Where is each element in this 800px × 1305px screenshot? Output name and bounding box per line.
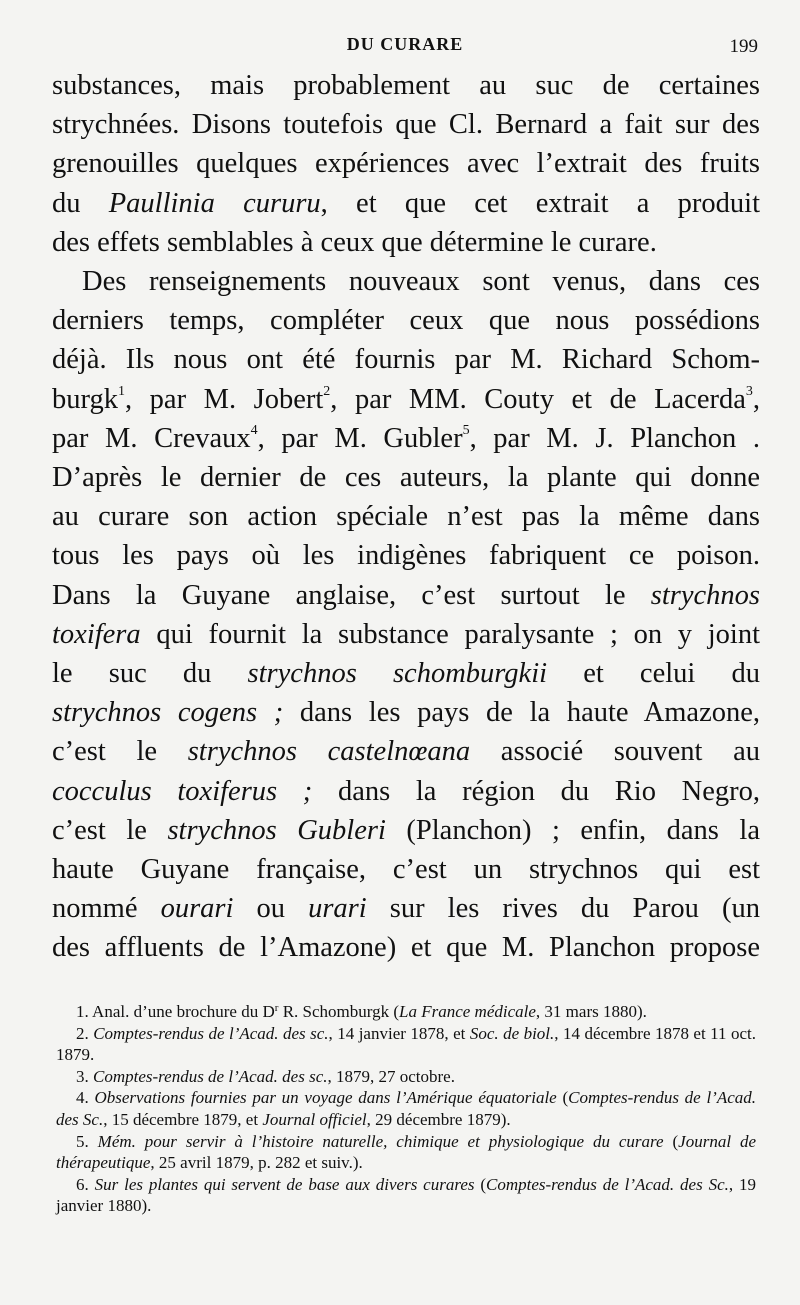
species-name: toxifera (52, 618, 141, 650)
running-title: DU CURARE (346, 34, 464, 54)
term: urari (308, 893, 367, 925)
species-name: Paullinia cururu (108, 187, 321, 219)
body-text (52, 66, 760, 968)
text-line: des affluents de l’Amazone) et que M. Planchon propose (52, 932, 760, 964)
footnote: 5. Mém. pour servir à l’histoire naturelle, chimique et physiologique du curare (Journal de thérapeutique, 25 avril 1879, p. 282 et suiv.). (56, 1131, 756, 1173)
text-line: strychnées. Disons toutefois que Cl. Bernard a fait sur des (52, 109, 760, 141)
text-line: derniers temps, compléter ceux que nous possédions (52, 305, 760, 337)
text-line: D’après le dernier de ces auteurs, la plante qui donne (52, 462, 760, 494)
footnote-ref: 4 (250, 422, 258, 438)
text-line: Dans la Guyane anglaise, c’est surtout le strychnos (52, 579, 760, 611)
text-line: grenouilles quelques expériences avec l’extrait des fruits (52, 148, 760, 180)
text-line: des effets semblables à ceux que détermine le curare. (52, 226, 657, 258)
text-line: le suc du strychnos schomburgkii et celui du (52, 658, 760, 690)
footnote: 4. Observations fournies par un voyage dans l’Amérique équatoriale (Comptes-rendus de l’Acad. des Sc., 15 décembre 1879, et Journal officiel, 29 décembre 1879). (56, 1088, 757, 1129)
page-number: 199 (729, 36, 758, 57)
footnote: 3. Comptes-rendus de l’Acad. des sc., 1879, 27 octobre. (76, 1066, 455, 1086)
footnotes (56, 1001, 756, 1217)
footnote-ref: 5 (462, 422, 470, 438)
species-name: strychnos castelnœana (187, 736, 471, 768)
text-line: déjà. Ils nous ont été fournis par M. Richard Schom- (52, 344, 760, 376)
footnote-ref: 1 (117, 383, 125, 399)
text-line: du Paullinia cururu, et que cet extrait a produit (52, 187, 760, 219)
footnote-ref: 2 (323, 383, 331, 399)
text-line: c’est le strychnos Gubleri (Planchon) ; enfin, dans la (52, 814, 760, 846)
text-line: nommé ourari ou urari sur les rives du Parou (un (52, 893, 760, 925)
term: ourari (160, 893, 234, 925)
species-name: strychnos (650, 579, 760, 611)
species-name: cocculus toxiferus ; (52, 775, 313, 807)
footnote-ref: 3 (745, 383, 753, 399)
text-line: toxifera qui fournit la substance paralysante ; on y joint (52, 618, 760, 650)
species-name: strychnos schomburgkii (247, 658, 548, 690)
footnote: 1. Anal. d’une brochure du $D^r$ R. Schomburgk (La France médicale, 31 mars 1880). (76, 1002, 647, 1021)
text-line: haute Guyane française, c’est un strychnos qui est (52, 854, 760, 886)
text-line: Des renseignements nouveaux sont venus, dans ces (82, 266, 760, 298)
species-name: strychnos cogens ; (52, 697, 284, 729)
page-header (52, 34, 758, 64)
text-line: cocculus toxiferus ; dans la région du Rio Negro, (52, 775, 760, 807)
text-line: substances, mais probablement au suc de certaines (52, 70, 760, 101)
species-name: strychnos Gubleri (167, 814, 386, 846)
text-line: au curare son action spéciale n’est pas la même dans (52, 501, 760, 533)
text-line: tous les pays où les indigènes fabriquent ce poison. (52, 540, 760, 572)
text-line: c’est le strychnos castelnœana associé souvent au (52, 736, 760, 768)
text-line: par M. Crevaux$^4$, par M. Gubler$^5$, par M. J. Planchon . (52, 422, 761, 454)
text-line: strychnos cogens ; dans les pays de la haute Amazone, (52, 697, 760, 729)
footnote: 6. Sur les plantes qui servent de base aux divers curares (Comptes-rendus de l’Acad. des Sc., 19 janvier 1880). (56, 1174, 756, 1216)
footnote: 2. Comptes-rendus de l’Acad. des sc., 14 janvier 1878, et Soc. de biol., 14 décembre 1878 et 11 oct. 1879. (56, 1023, 757, 1065)
text-line: burgk$^1$, par M. Jobert$^2$, par MM. Couty et de Lacerda$^3$, (52, 383, 760, 415)
